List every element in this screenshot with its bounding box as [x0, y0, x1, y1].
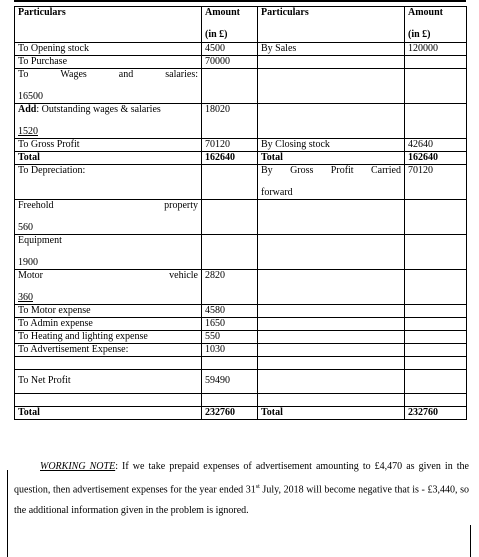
row-amount: 550	[202, 331, 258, 344]
grand-total-row	[15, 407, 467, 420]
trading-profit-loss-table	[14, 6, 467, 420]
row-amount-right: 42640	[405, 139, 467, 152]
row-amount-right: 70120	[405, 165, 467, 200]
table-row	[15, 331, 467, 344]
row-amount: 70000	[202, 56, 258, 69]
total-label-right: Total	[258, 407, 405, 420]
total-amount-right: 232760	[405, 407, 467, 420]
table-row	[15, 305, 467, 318]
header-amount-left: Amount (in £)	[202, 7, 258, 43]
total-label: Total	[15, 407, 202, 420]
row-amount: 70120	[202, 139, 258, 152]
row-amount: 4500	[202, 43, 258, 56]
row-label: To Net Profit	[15, 370, 202, 394]
header-amount-right: Amount (in £)	[405, 7, 467, 43]
empty-row	[15, 357, 467, 370]
table-row	[15, 370, 467, 394]
row-label-right: By Closing stock	[258, 139, 405, 152]
gross-profit-forward-cell: By Gross Profit Carried forward	[258, 165, 405, 200]
row-amount-right: 120000	[405, 43, 467, 56]
working-note-text-2: July, 2018 will become negative that is - £3,440, so the additional information given in the problem is ignored.	[14, 484, 469, 517]
table-row	[15, 318, 467, 331]
working-note	[14, 456, 469, 521]
outstanding-cell: Add: Outstanding wages & salaries 1520	[15, 104, 202, 139]
table-row	[15, 235, 467, 270]
total-row	[15, 152, 467, 165]
row-label: To Advertisement Expense:	[15, 344, 202, 357]
motor-vehicle-cell: Motor vehicle 360	[15, 270, 202, 305]
row-amount: 1030	[202, 344, 258, 357]
ordinal-suffix: st	[255, 484, 260, 490]
header-row	[15, 7, 467, 43]
row-amount: 59490	[202, 370, 258, 394]
row-amount: 1650	[202, 318, 258, 331]
table-row	[15, 43, 467, 56]
table-row	[15, 56, 467, 69]
table-row	[15, 200, 467, 235]
row-label: To Admin expense	[15, 318, 202, 331]
row-label: To Gross Profit	[15, 139, 202, 152]
total-amount: 232760	[202, 407, 258, 420]
table-row	[15, 139, 467, 152]
table-row	[15, 270, 467, 305]
page-edge-left	[7, 470, 8, 557]
row-label: To Purchase	[15, 56, 202, 69]
header-particulars-right: Particulars	[258, 7, 405, 43]
equipment-cell: Equipment 1900	[15, 235, 202, 270]
row-label-right: By Sales	[258, 43, 405, 56]
freehold-cell: Freehold property 560	[15, 200, 202, 235]
wages-cell: To Wages and salaries: 16500	[15, 69, 202, 104]
row-label: To Motor expense	[15, 305, 202, 318]
total-amount: 162640	[202, 152, 258, 165]
working-note-label: WORKING NOTE	[40, 461, 116, 472]
table-row	[15, 165, 467, 200]
header-particulars-left: Particulars	[15, 7, 202, 43]
table-row	[15, 104, 467, 139]
row-label: To Depreciation:	[15, 165, 202, 200]
row-amount: 4580	[202, 305, 258, 318]
row-label: To Opening stock	[15, 43, 202, 56]
top-rule	[14, 0, 466, 2]
row-amount: 18020	[202, 104, 258, 139]
empty-row	[15, 394, 467, 407]
page-edge-right	[470, 525, 471, 557]
table-row	[15, 69, 467, 104]
total-amount-right: 162640	[405, 152, 467, 165]
table-row	[15, 344, 467, 357]
row-amount: 2820	[202, 270, 258, 305]
working-note-text: : If we take prepaid expenses of advertisement amounting to £4,470 as given in the question, then advertisement expenses for the year ended 31	[14, 461, 469, 496]
total-label-right: Total	[258, 152, 405, 165]
total-label: Total	[15, 152, 202, 165]
row-label: To Heating and lighting expense	[15, 331, 202, 344]
